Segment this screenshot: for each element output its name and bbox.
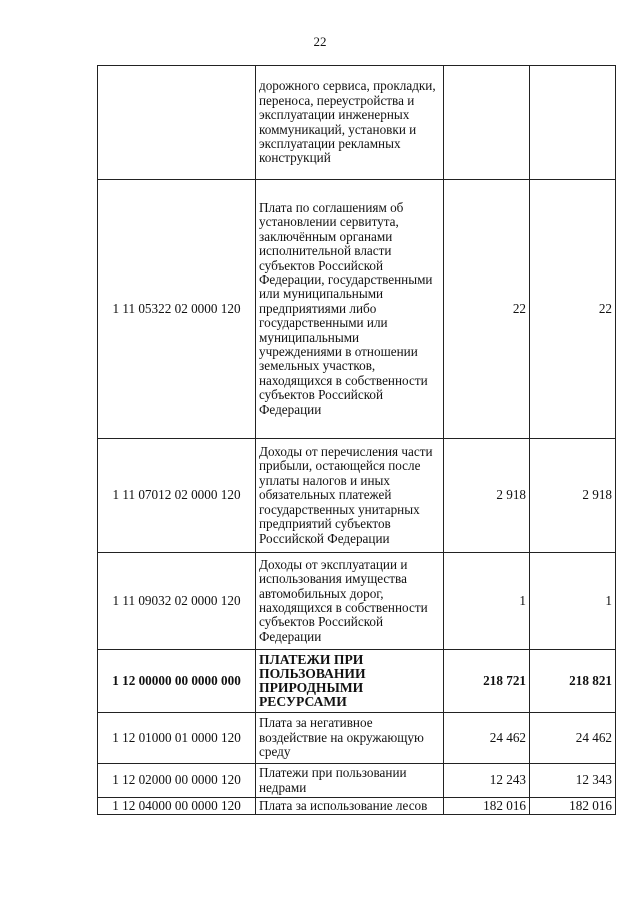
table-row [98, 553, 616, 650]
row-value-1: 22 [444, 180, 530, 439]
table-row [98, 798, 616, 815]
row-code: 1 12 00000 00 0000 000 [98, 650, 256, 713]
row-value-1: 1 [444, 553, 530, 650]
row-value-1: 24 462 [444, 713, 530, 764]
row-value-1: 218 721 [444, 650, 530, 713]
row-name: Плата по соглашениям об установлении сервитута, заключённым органами исполнительной власти субъектов Российской Федерации, государственными или муниципальными предприятиями либо государственными или муниципальными учреждениями в отношении земельных участков, находящихся в собственности субъектов Российской Федерации [256, 180, 444, 439]
row-value-2 [530, 66, 616, 180]
budget-table [97, 65, 616, 815]
page-number: 22 [313, 34, 327, 49]
row-code: 1 11 09032 02 0000 120 [98, 553, 256, 650]
row-name: Плата за негативное воздействие на окружающую среду [256, 713, 444, 764]
row-value-2: 1 [530, 553, 616, 650]
row-value-2: 24 462 [530, 713, 616, 764]
row-value-1: 2 918 [444, 439, 530, 553]
row-value-2: 2 918 [530, 439, 616, 553]
table-row [98, 66, 616, 180]
row-value-1: 12 243 [444, 764, 530, 798]
row-code: 1 12 04000 00 0000 120 [98, 798, 256, 815]
row-name: ПЛАТЕЖИ ПРИ ПОЛЬЗОВАНИИ ПРИРОДНЫМИ РЕСУРСАМИ [256, 650, 444, 713]
row-code: 1 11 07012 02 0000 120 [98, 439, 256, 553]
row-value-2: 12 343 [530, 764, 616, 798]
table-row [98, 180, 616, 439]
row-value-1 [444, 66, 530, 180]
row-name: Доходы от эксплуатации и использования имущества автомобильных дорог, находящихся в собственности субъектов Российской Федерации [256, 553, 444, 650]
row-name: Доходы от перечисления части прибыли, остающейся после уплаты налогов и иных обязательных платежей государственных унитарных предприятий субъектов Российской Федерации [256, 439, 444, 553]
row-code: 1 11 05322 02 0000 120 [98, 180, 256, 439]
table-row [98, 439, 616, 553]
row-name: Платежи при пользовании недрами [256, 764, 444, 798]
table-row [98, 764, 616, 798]
row-name: дорожного сервиса, прокладки, переноса, переустройства и эксплуатации инженерных коммуникаций, установки и эксплуатации рекламных конструкций [256, 66, 444, 180]
row-value-1: 182 016 [444, 798, 530, 815]
row-name: Плата за использование лесов [256, 798, 444, 815]
row-value-2: 22 [530, 180, 616, 439]
table-row [98, 650, 616, 713]
row-code [98, 66, 256, 180]
row-code: 1 12 02000 00 0000 120 [98, 764, 256, 798]
row-value-2: 182 016 [530, 798, 616, 815]
row-code: 1 12 01000 01 0000 120 [98, 713, 256, 764]
table-row [98, 713, 616, 764]
row-value-2: 218 821 [530, 650, 616, 713]
